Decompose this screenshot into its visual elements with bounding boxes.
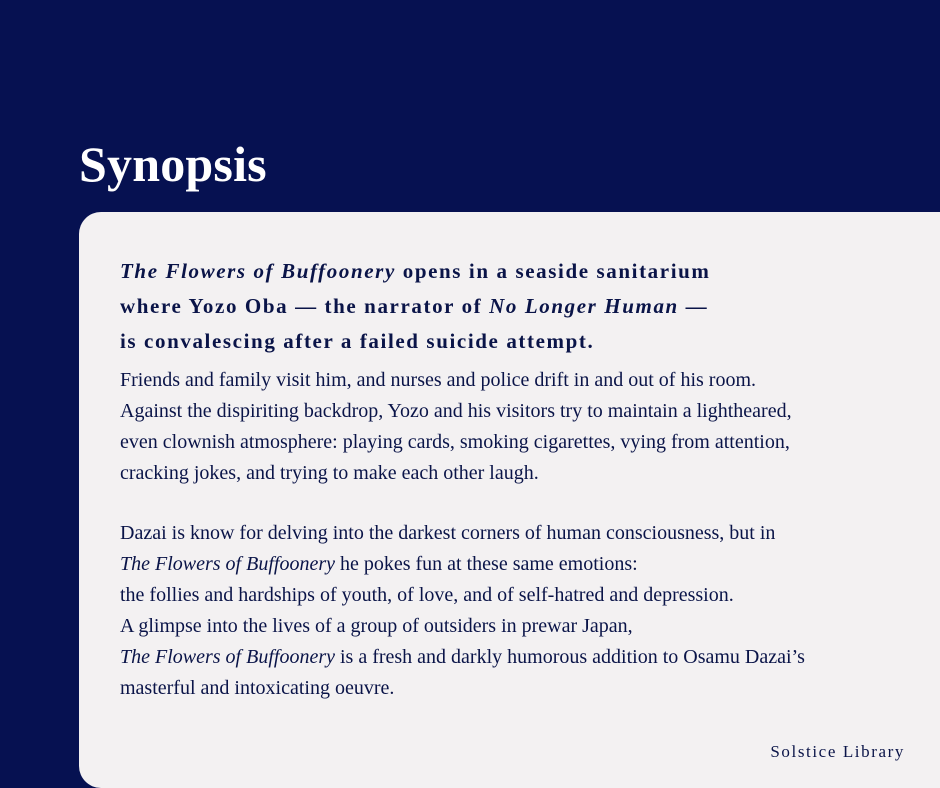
lead-summary: [120, 254, 850, 359]
paragraph-line: [120, 642, 860, 673]
lead-line-1: [120, 254, 850, 289]
synopsis-paragraph-2: [120, 518, 860, 704]
lead-text: —: [678, 294, 709, 318]
book-title: The Flowers of Buffoonery: [120, 259, 396, 283]
book-title: The Flowers of Buffoonery: [120, 553, 335, 575]
lead-text: opens in a seaside sanitarium: [395, 259, 711, 283]
source-credit: Solstice Library: [770, 742, 905, 761]
page-title: Synopsis: [79, 136, 267, 192]
lead-line-3: is convalescing after a failed suicide attempt.: [120, 329, 595, 353]
paragraph-line: [120, 549, 860, 580]
paragraph-line: even clownish atmosphere: playing cards, smoking cigarettes, vying from attention,: [120, 431, 790, 453]
lead-line-2: [120, 289, 850, 324]
paragraph-line: Dazai is know for delving into the darkest corners of human consciousness, but in: [120, 522, 776, 544]
paragraph-line: Friends and family visit him, and nurses and police drift in and out of his room.: [120, 369, 757, 391]
synopsis-paragraph-1: [120, 365, 860, 489]
paragraph-line: A glimpse into the lives of a group of outsiders in prewar Japan,: [120, 615, 633, 637]
lead-text: where Yozo Oba — the narrator of: [120, 294, 490, 318]
book-title: No Longer Human: [489, 294, 679, 318]
paragraph-line: Against the dispiriting backdrop, Yozo and his visitors try to maintain a lightheared,: [120, 400, 792, 422]
paragraph-text: is a fresh and darkly humorous addition to Osamu Dazai’s: [334, 646, 805, 668]
paragraph-line: the follies and hardships of youth, of love, and of self-hatred and depression.: [120, 584, 734, 606]
paragraph-text: he pokes fun at these same emotions:: [334, 553, 638, 575]
paragraph-line: cracking jokes, and trying to make each other laugh.: [120, 462, 539, 484]
paragraph-line: masterful and intoxicating oeuvre.: [120, 677, 395, 699]
book-title: The Flowers of Buffoonery: [120, 646, 335, 668]
synopsis-card: [79, 212, 940, 788]
